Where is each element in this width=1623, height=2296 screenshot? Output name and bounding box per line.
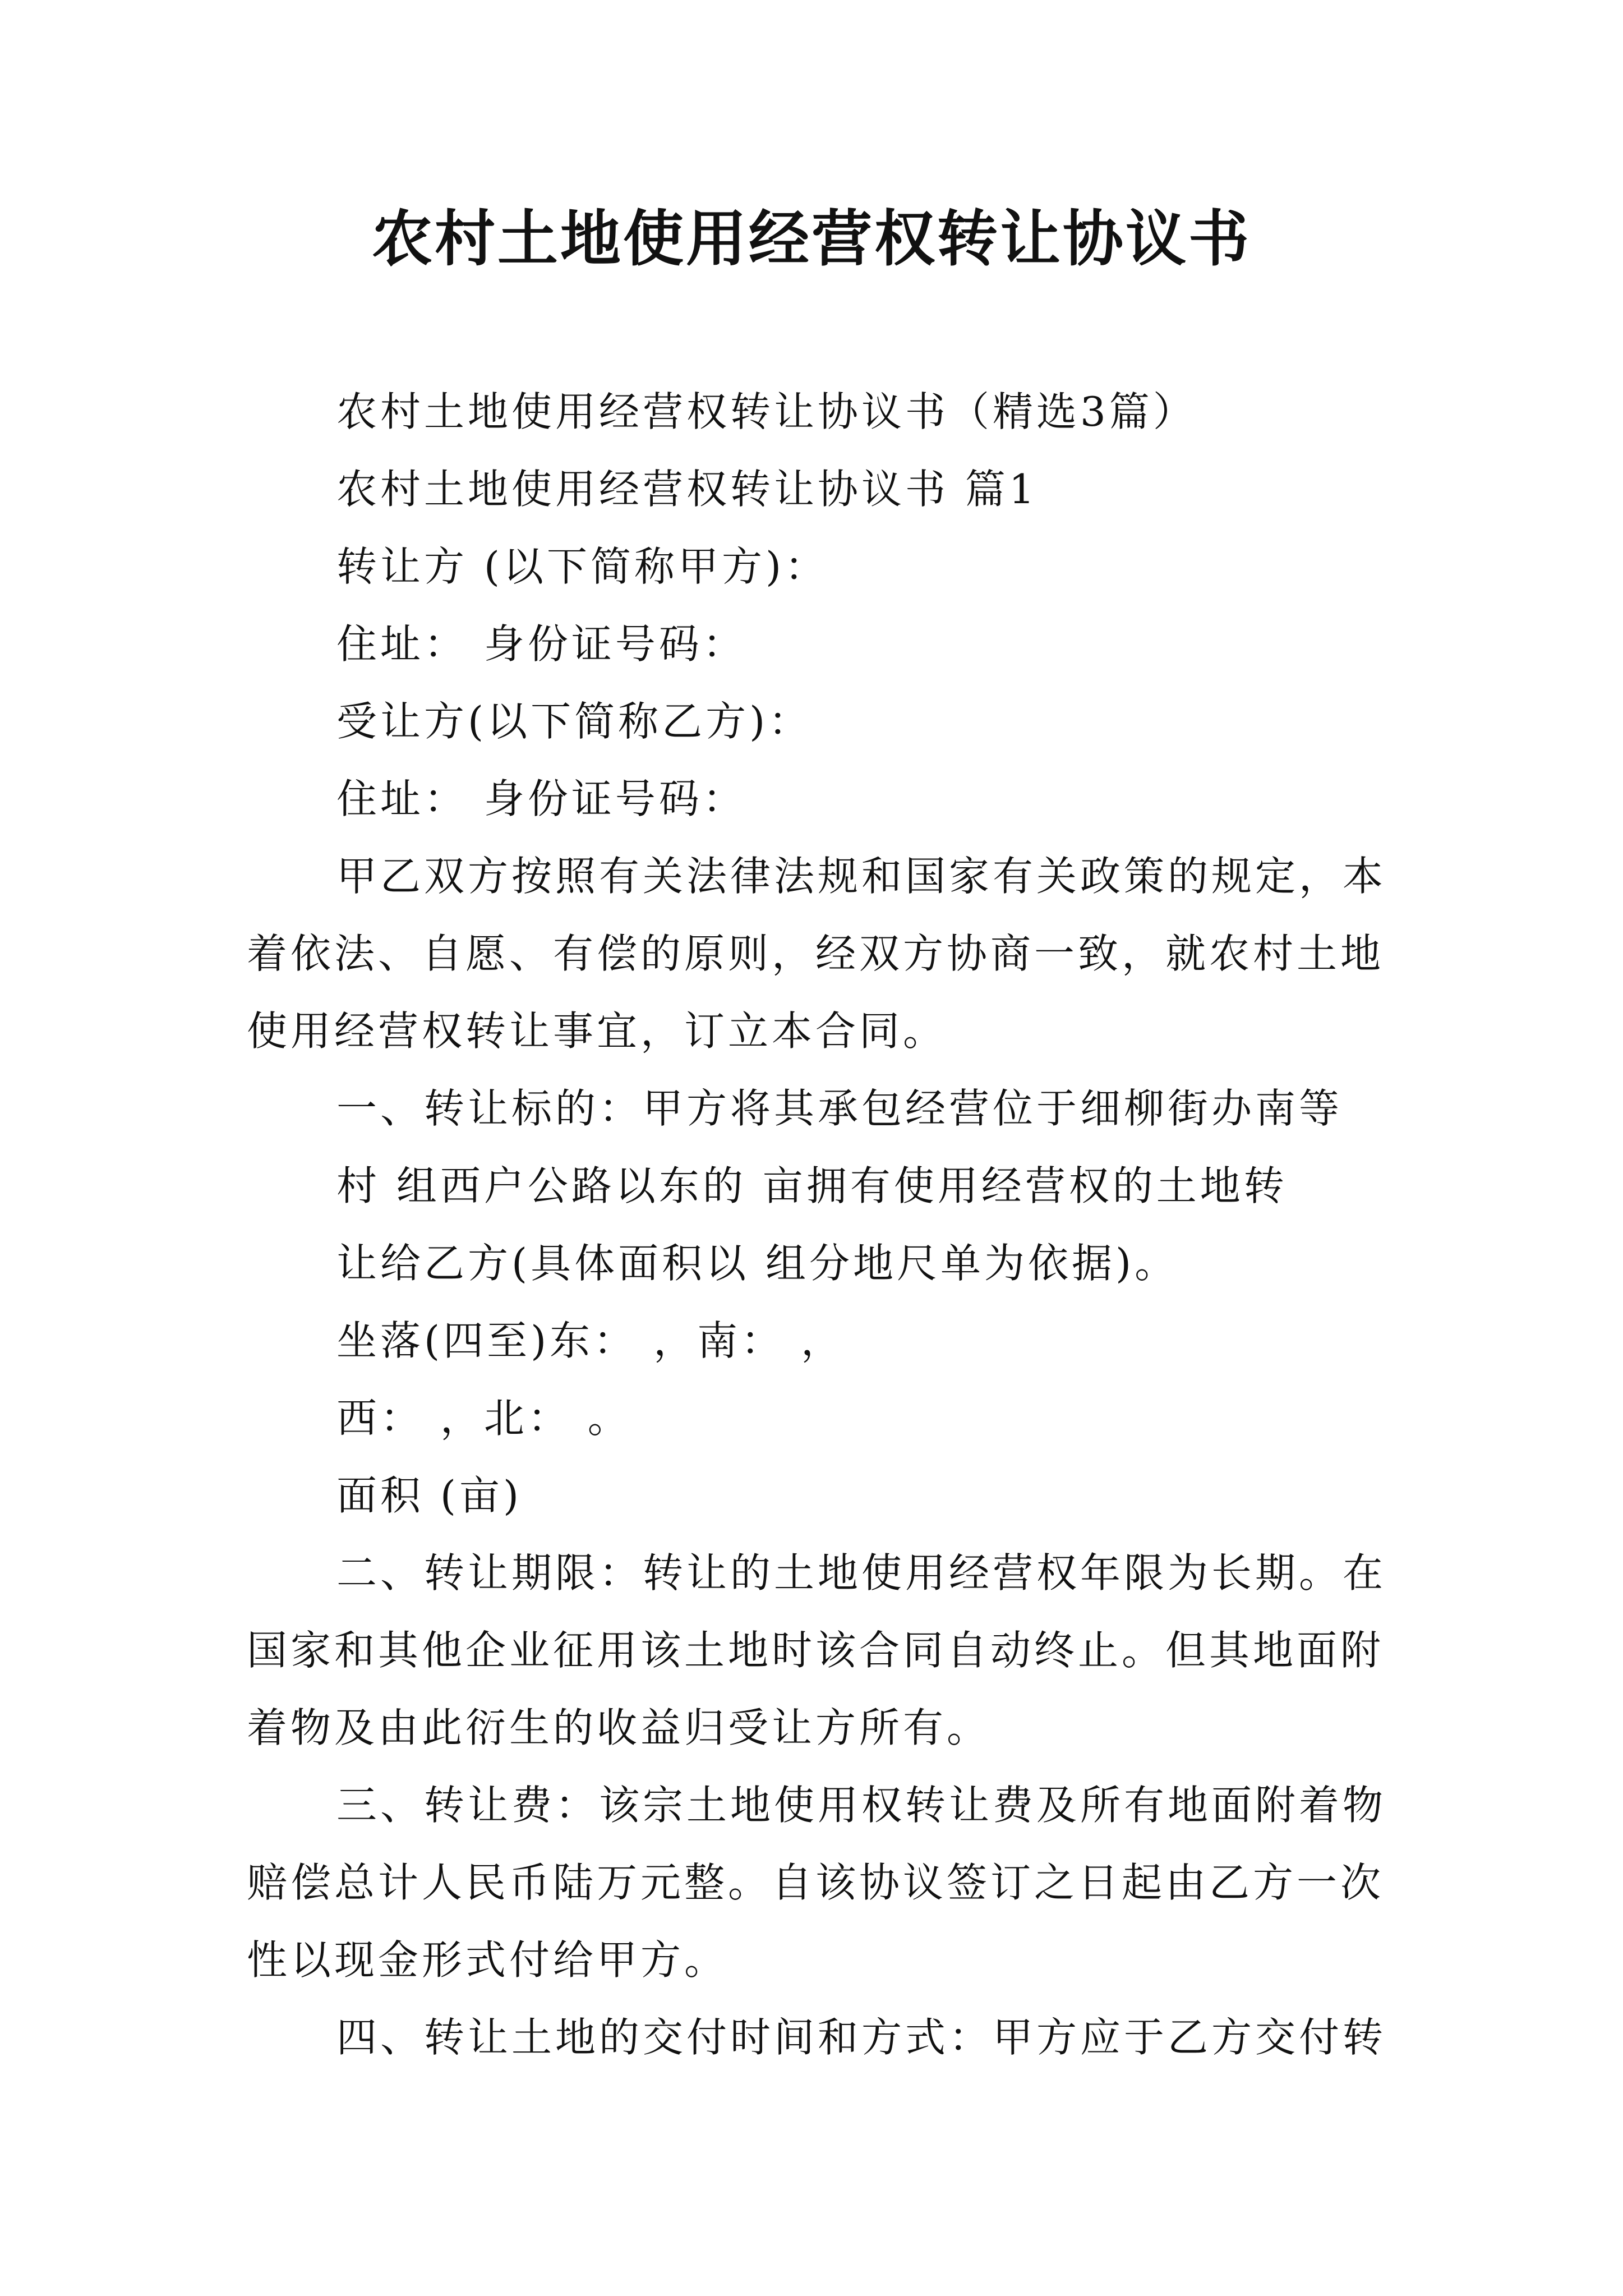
area-label: 面积 (亩) bbox=[336, 1472, 523, 1519]
document-title: 农村土地使用经营权转让协议书 bbox=[371, 204, 1251, 274]
transferor-address-line: 住址： 身份证号码： bbox=[336, 620, 746, 668]
paragraph-line: 着依法、自愿、有偿的原则，经双方协商一致，就农村土地 bbox=[247, 930, 1385, 977]
transferee-label: 受让方(以下简称乙方)： bbox=[336, 698, 813, 745]
boundary-east-south: 坐落(四至)东： ，南： ， bbox=[336, 1317, 845, 1364]
paragraph-line: 国家和其他企业征用该土地时该合同自动终止。但其地面附 bbox=[247, 1627, 1385, 1674]
transferor-label: 转让方 (以下简称甲方)： bbox=[336, 543, 829, 590]
paragraph-line: 赔偿总计人民币陆万元整。自该协议签订之日起由乙方一次 bbox=[247, 1859, 1385, 1906]
paragraph-line: 二、转让期限：转让的土地使用经营权年限为长期。在 bbox=[336, 1549, 1387, 1596]
transferee-address-line: 住址： 身份证号码： bbox=[336, 775, 746, 822]
paragraph-line: 性以现金形式付给甲方。 bbox=[247, 1936, 728, 1984]
paragraph-line: 三、转让费：该宗土地使用权转让费及所有地面附着物 bbox=[336, 1782, 1387, 1829]
paragraph-line: 村 组西户公路以东的 亩拥有使用经营权的土地转 bbox=[336, 1162, 1288, 1209]
paragraph-line: 着物及由此衍生的收益归受让方所有。 bbox=[247, 1704, 991, 1751]
boundary-west-north: 西： ，北： 。 bbox=[336, 1395, 631, 1442]
paragraph-line: 让给乙方(具体面积以 组分地尺单为依据)。 bbox=[336, 1240, 1179, 1287]
section-heading: 农村土地使用经营权转让协议书 篇1 bbox=[336, 466, 1038, 513]
paragraph-line: 一、转让标的：甲方将其承包经营位于细柳街办南等 bbox=[336, 1085, 1343, 1132]
subtitle-line: 农村土地使用经营权转让协议书（精选3篇） bbox=[336, 388, 1197, 435]
paragraph-line: 使用经营权转让事宜，订立本合同。 bbox=[247, 1007, 947, 1055]
paragraph-line: 甲乙双方按照有关法律法规和国家有关政策的规定，本 bbox=[336, 853, 1387, 900]
paragraph-line: 四、转让土地的交付时间和方式：甲方应于乙方交付转 bbox=[336, 2014, 1387, 2061]
